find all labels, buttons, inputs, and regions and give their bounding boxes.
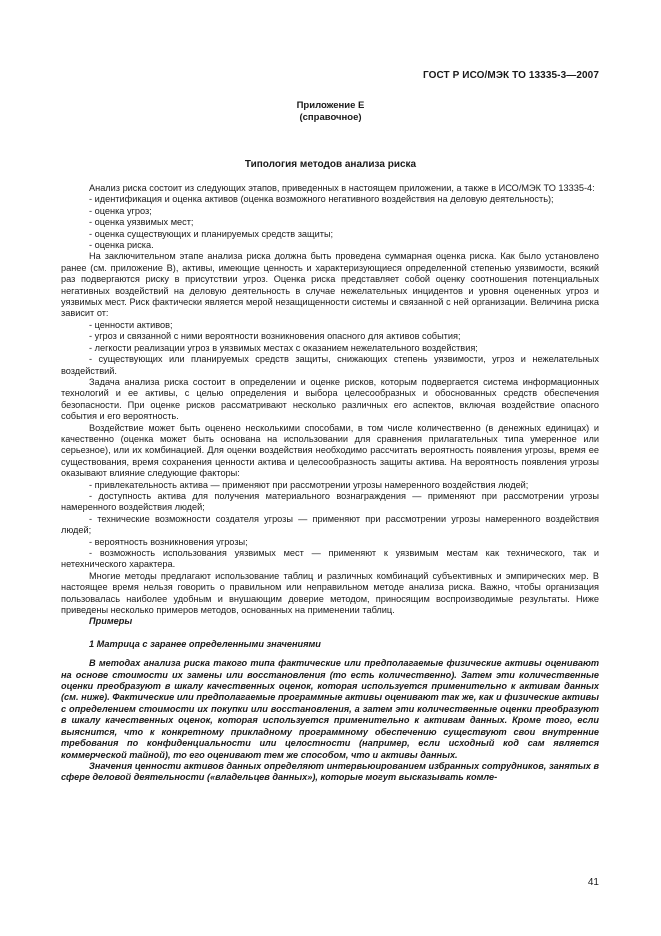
spacer [61, 650, 599, 658]
page-number: 41 [587, 877, 599, 888]
paragraph: Задача анализа риска состоит в определении и оценке рисков, которым подвергается система информационных технологий и ее активы, с целью определения и выбора целесообразных и обоснованных средств обеспечения безопасности. При оценке рисков рассматривают несколько различных его аспектов, включая воздействие опасного события и его вероятность. [61, 376, 599, 422]
list-item: - существующих или планируемых средств защиты, снижающих степень уязвимости, угроз и нежелательных воздействий. [61, 354, 599, 376]
list-item: - ценности активов; [89, 319, 173, 330]
appendix-label: Приложение Е [296, 100, 365, 111]
document-body [61, 183, 599, 784]
list-item: - угроз и связанной с ними вероятности возникновения опасного для активов события; [89, 331, 461, 342]
list-item: - легкости реализации угроз в уязвимых местах с оказанием нежелательного воздействия; [89, 342, 478, 353]
appendix-type: (справочное) [299, 112, 362, 123]
list-item: - оценка угроз; [89, 205, 152, 216]
list-item: - технические возможности создателя угрозы — применяют при рассмотрении угрозы намеренного воздействия людей; [61, 513, 599, 536]
list-item: - оценка риска. [89, 240, 154, 251]
paragraph: Анализ риска состоит из следующих этапов, приведенных в настоящем приложении, а также в ИСО/МЭК ТО 13335-4: [89, 183, 595, 193]
document-header: ГОСТ Р ИСО/МЭК ТО 13335-3—2007 [422, 70, 599, 81]
paragraph: Многие методы предлагают использование таблиц и различных комбинаций субъективных и эмпирических мер. В настоящее время нельзя говорить о правильном или неправильном методе анализа риска. Важно, чтобы организация пользовалась наиболее удобным и внушающим доверие методом, приносящим воспроизводимые результаты. Ниже приведены несколько примеров методов, основанных на применении таблиц. [61, 570, 599, 616]
list-item: - привлекательность актива — применяют при рассмотрении угрозы намеренного воздействия людей; [89, 479, 529, 490]
appendix-heading [0, 100, 661, 124]
list-item: - идентификация и оценка активов (оценка возможного негативного воздействия на деловую деятельность); [89, 194, 554, 205]
italic-paragraph: Значения ценности активов данных определяют интервьюированием избранных сотрудников, занятых в сфере деловой деятельности («владельцев данных»), которые могут высказывать комле- [61, 760, 599, 783]
spacer [61, 628, 599, 639]
italic-paragraph: В методах анализа риска такого типа фактические или предполагаемые физические активы оценивают на основе стоимости их замены или восстановления (то есть количественно). Затем эти количественные оценки преобразуют в шкалу качественных оценок, которая используется применительно к активам данных (см. ниже). Фактические или предполагаемые программные активы оценивают так же, как и физические активы с определением стоимости их покупки или восстановления, а затем эти количественные оценки преобразуют в шкалу качественных оценок, которая используется применительно к активам данных. Кроме того, если выяснится, что к конкретному прикладному программному обеспечению существуют свои внутренние требования по конфиденциальности или целостности (например, если исходный код сам является коммерческой тайной), то его оценивают тем же способом, что и активы данных. [61, 658, 599, 760]
paragraph: Воздействие может быть оценено несколькими способами, в том числе количественно (в денежных единицах) и качественно (оценка может быть основана на использовании для сравнения прилагательных типа умеренное или серьезное), или их комбинацией. Для оценки воздействия необходимо рассчитать вероятность появления угрозы, время ее существования, время сохранения ценности актива и целесообразность защиты актива. На вероятность появления угрозы оказывают влияние следующие факторы: [61, 422, 599, 479]
section-title: Типология методов анализа риска [244, 159, 417, 170]
list-item: - доступность актива для получения материального вознаграждения — применяют при рассмотрении угрозы намеренного воздействия людей; [61, 490, 599, 513]
list-item: - оценка существующих и планируемых средств защиты; [89, 228, 334, 239]
subsection-title: 1 Матрица с заранее определенными значениями [89, 638, 321, 649]
list-item: - оценка уязвимых мест; [89, 217, 194, 228]
examples-label: Примеры [89, 616, 133, 627]
list-item: - возможность использования уязвимых мест — применяют к уязвимым местам как технического, так и нетехнического характера. [61, 548, 599, 570]
list-item: - вероятность возникновения угрозы; [89, 536, 248, 547]
paragraph: На заключительном этапе анализа риска должна быть проведена суммарная оценка риска. Как было установлено ранее (см. приложение В), активы, имеющие ценность и характеризующиеся определенной степенью уязвимости, всякий раз подвергаются риску в присутствии угроз. Оценка риска представляет собой оценку соотношения потенциальных негативных воздействий на деловую деятельность в случае нежелательных инцидентов и уровня оцененных угроз и уязвимых мест. Риск фактически является мерой незащищенности системы и связанной с ней организации. Величина риска зависит от: [61, 251, 599, 319]
